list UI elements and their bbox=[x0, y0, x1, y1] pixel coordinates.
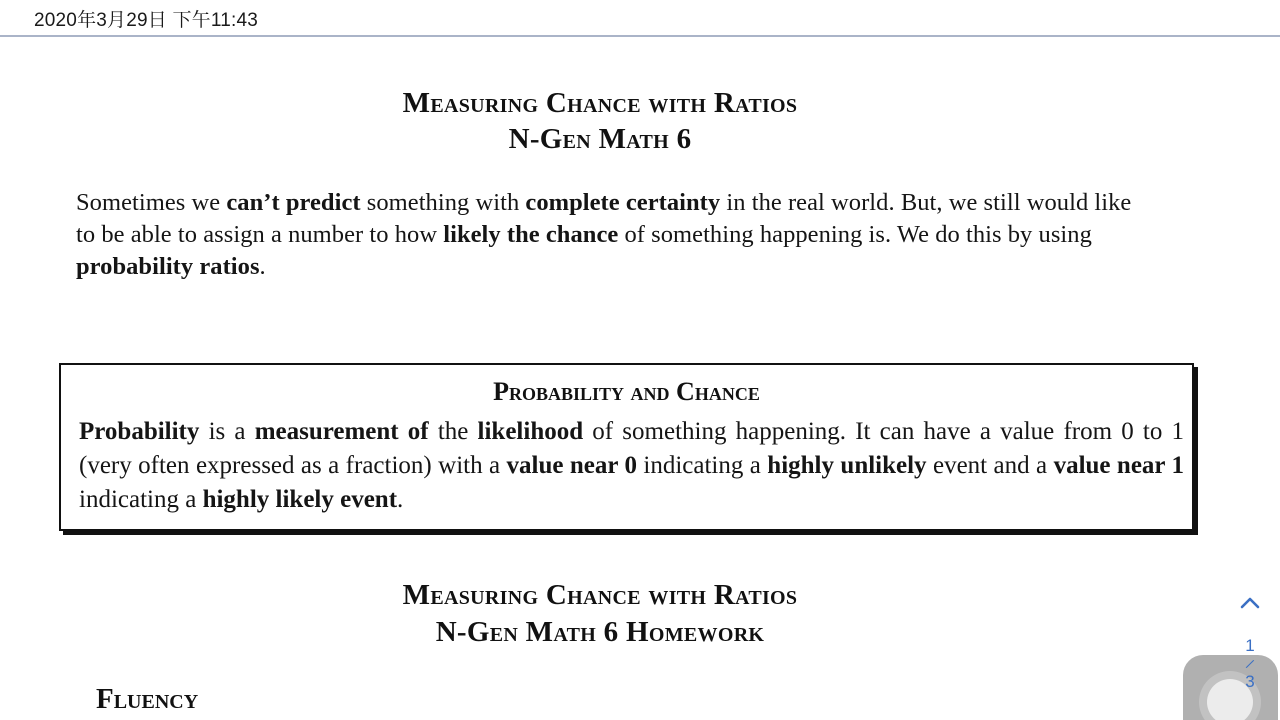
text-run: indicating a bbox=[636, 452, 768, 479]
definition-box-title: Probability and Chance bbox=[493, 377, 760, 406]
homework-title: Measuring Chance with Ratios bbox=[402, 579, 798, 611]
bold-term: likely the chance bbox=[443, 221, 619, 248]
definition-box bbox=[59, 363, 1194, 531]
bold-term: value near 0 bbox=[506, 452, 637, 479]
chevron-up-icon bbox=[1238, 592, 1262, 614]
status-bar bbox=[0, 0, 1280, 37]
text-run: indicating a bbox=[79, 486, 203, 513]
bold-term: likelihood bbox=[477, 418, 584, 445]
current-page: 1 bbox=[1245, 636, 1255, 655]
text-run: Sometimes we bbox=[76, 189, 227, 216]
text-run: of something happening. It can have a value from 0 to 1 (very often expressed as a fraction) with a bbox=[79, 418, 1184, 479]
bold-term: probability ratios bbox=[76, 253, 260, 280]
text-run: is a bbox=[199, 418, 255, 445]
text-run: something with bbox=[360, 189, 526, 216]
definition-box-body bbox=[79, 415, 1184, 517]
text-run: the bbox=[428, 418, 478, 445]
text-run: . bbox=[397, 486, 404, 513]
text-run: . bbox=[259, 253, 266, 280]
intro-paragraph bbox=[76, 187, 1136, 283]
page-indicator bbox=[1236, 636, 1264, 692]
section-heading-fluency: Fluency bbox=[96, 683, 199, 715]
bold-term: highly unlikely bbox=[767, 452, 927, 479]
bold-term: measurement of bbox=[254, 418, 429, 445]
bold-term: can’t predict bbox=[226, 189, 361, 216]
text-run: in the real world. But, we still would like to be able to assign a number to how bbox=[76, 189, 1132, 248]
document-title: Measuring Chance with Ratios bbox=[402, 87, 798, 119]
bold-term: Probability bbox=[79, 418, 200, 445]
homework-subtitle: N-Gen Math 6 Homework bbox=[435, 616, 765, 648]
total-pages: 3 bbox=[1245, 672, 1255, 691]
text-run: event and a bbox=[926, 452, 1054, 479]
timestamp: 2020年3月29日 下午11:43 bbox=[34, 10, 258, 31]
document-page[interactable] bbox=[0, 39, 1280, 720]
bold-term: highly likely event bbox=[202, 486, 398, 513]
text-run: of something happening is. We do this by using bbox=[618, 221, 1092, 248]
bold-term: complete certainty bbox=[525, 189, 721, 216]
document-subtitle: N-Gen Math 6 bbox=[508, 123, 692, 155]
scroll-up-button[interactable] bbox=[1238, 592, 1262, 614]
page-separator: / bbox=[1244, 656, 1256, 672]
bold-term: value near 1 bbox=[1053, 452, 1184, 479]
